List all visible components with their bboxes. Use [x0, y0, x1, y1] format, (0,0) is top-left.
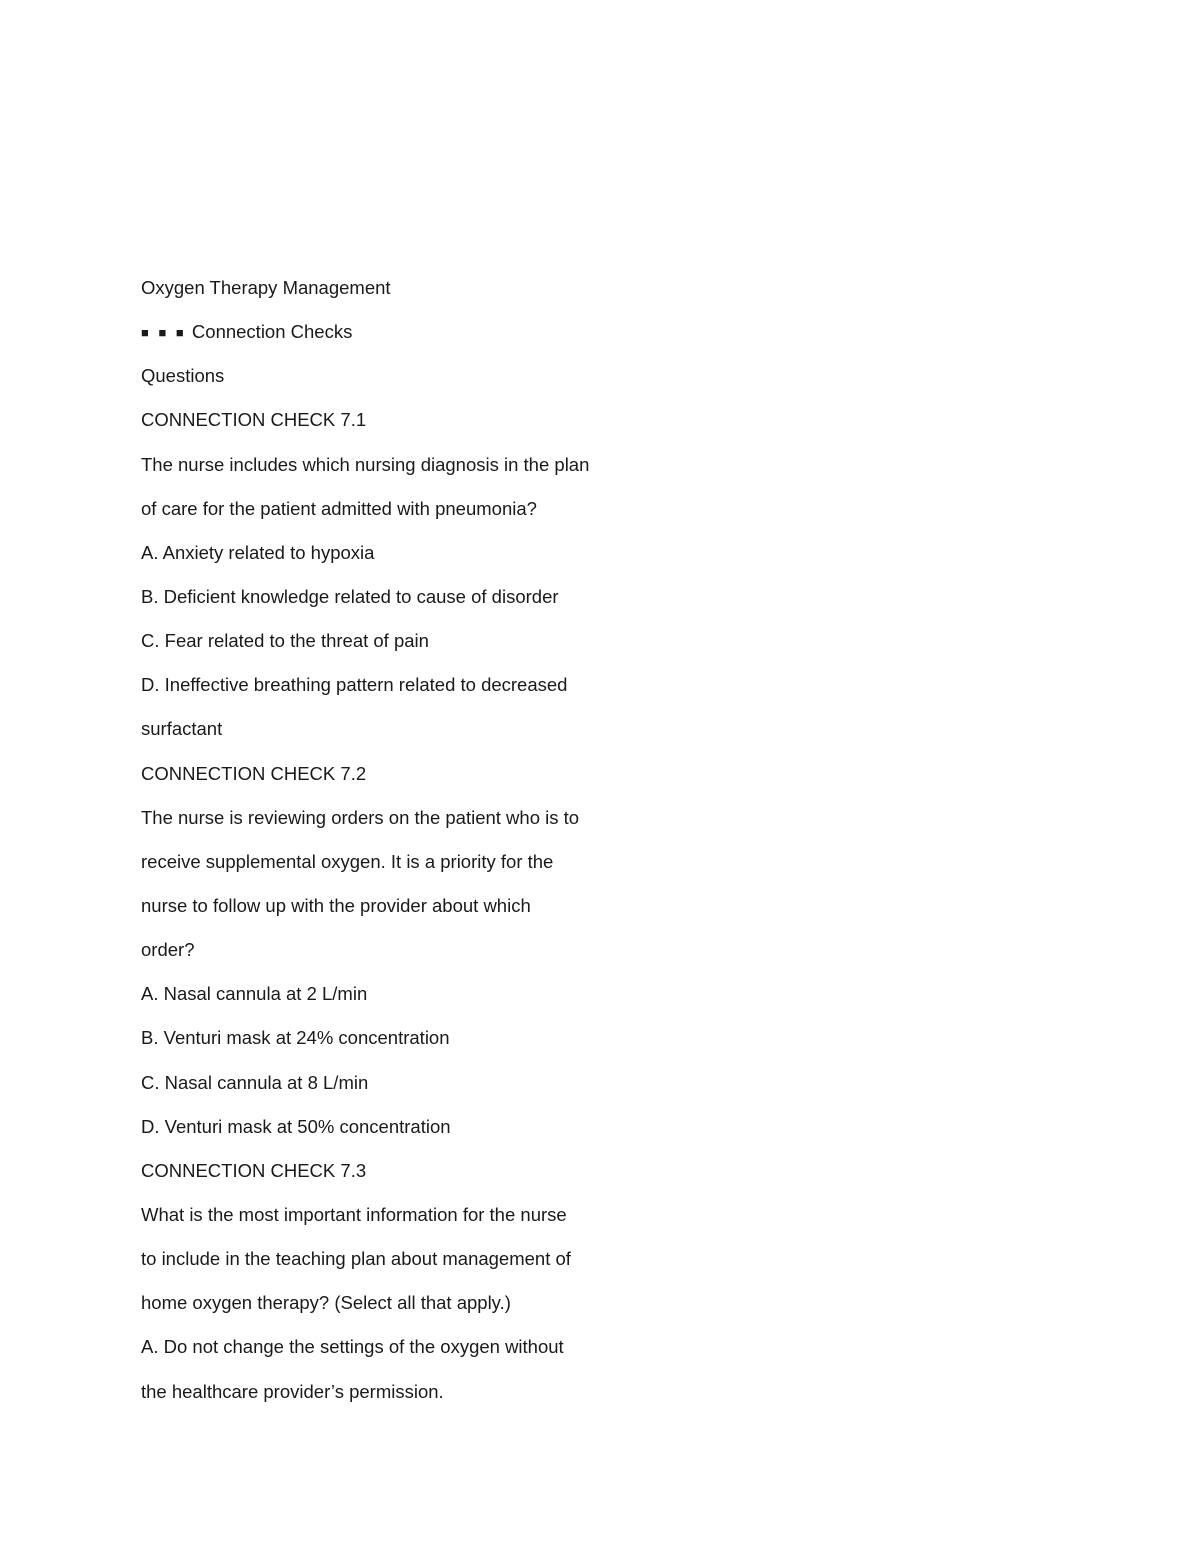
question-7-3-line-1: What is the most important information for the nurse [141, 1203, 567, 1225]
document-body [141, 270, 661, 1418]
question-7-1-line-2: of care for the patient admitted with pneumonia? [141, 497, 537, 519]
section-heading [141, 314, 661, 358]
question-7-2-line-1: The nurse is reviewing orders on the patient who is to [141, 806, 580, 828]
question-7-2-line-4: order? [141, 939, 195, 961]
question-7-3-line-3: home oxygen therapy? (Select all that apply.) [141, 1292, 511, 1314]
option-7-2-a: A. Nasal cannula at 2 L/min [141, 983, 368, 1005]
option-7-1-b: B. Deficient knowledge related to cause of disorder [141, 585, 559, 607]
subheading: Questions [141, 365, 225, 387]
question-7-2-line-2: receive supplemental oxygen. It is a priority for the [141, 850, 554, 872]
option-7-2-b: B. Venturi mask at 24% concentration [141, 1027, 450, 1049]
option-7-2-c: C. Nasal cannula at 8 L/min [141, 1071, 369, 1093]
option-7-1-c: C. Fear related to the threat of pain [141, 630, 429, 652]
check-heading-7-1: CONNECTION CHECK 7.1 [141, 409, 367, 431]
check-heading-7-2: CONNECTION CHECK 7.2 [141, 762, 367, 784]
option-7-2-d: D. Venturi mask at 50% concentration [141, 1115, 451, 1137]
section-title: Connection Checks [191, 321, 353, 343]
document-title: Oxygen Therapy Management [141, 277, 391, 298]
option-7-1-d-line-2: surfactant [141, 718, 223, 740]
check-heading-7-3: CONNECTION CHECK 7.3 [141, 1159, 367, 1181]
option-7-1-a: A. Anxiety related to hypoxia [141, 541, 375, 563]
option-7-3-a-line-1: A. Do not change the settings of the oxygen without [141, 1336, 564, 1358]
question-7-3-line-2: to include in the teaching plan about management of [141, 1248, 571, 1270]
option-7-3-a-line-2: the healthcare provider’s permission. [141, 1380, 444, 1402]
bullet-squares-icon: ■ ■ ■ [141, 325, 187, 341]
option-7-1-d-line-1: D. Ineffective breathing pattern related to decreased [141, 674, 568, 696]
question-7-1-line-1: The nurse includes which nursing diagnosis in the plan [141, 453, 590, 475]
question-7-2-line-3: nurse to follow up with the provider about which [141, 894, 531, 916]
